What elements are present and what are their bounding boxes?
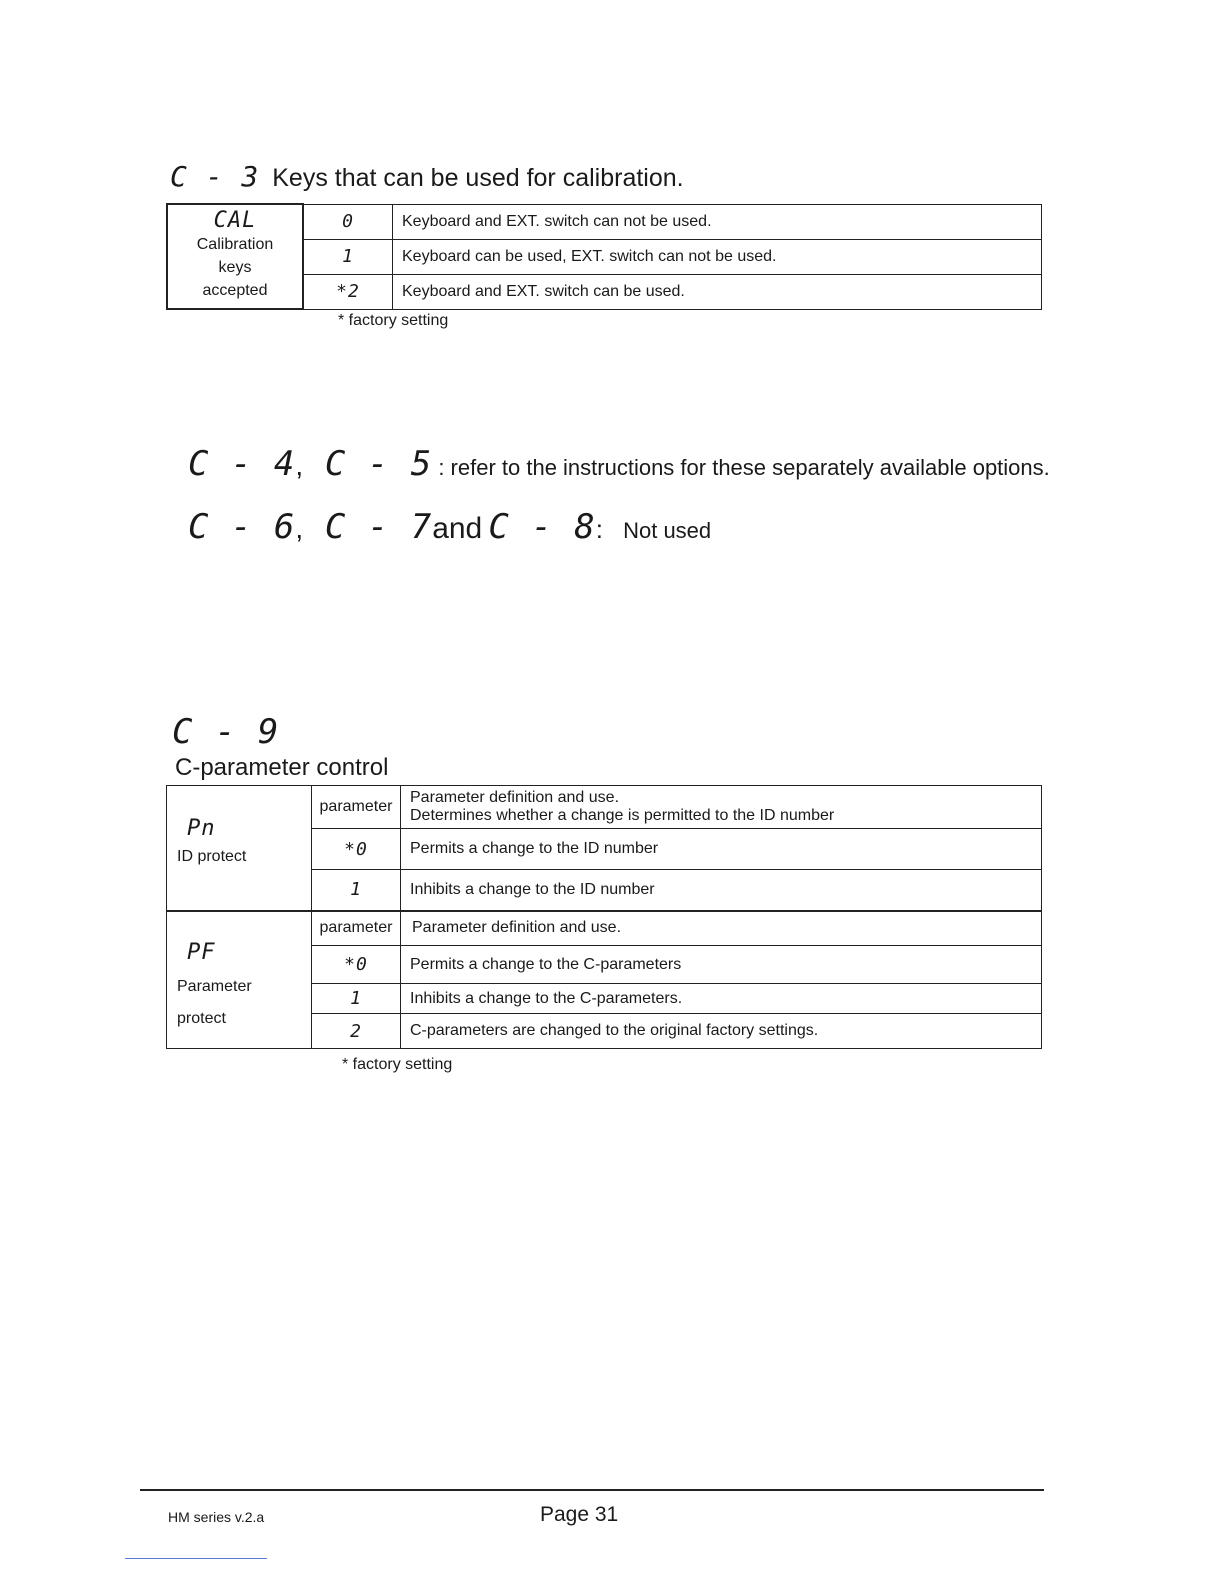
pf-row-0-desc: Permits a change to the C-parameters	[401, 946, 1042, 984]
c6-code: C - 6	[188, 507, 296, 547]
page-number: Page 31	[540, 1503, 619, 1526]
pf-header-code: parameter	[312, 911, 401, 946]
c3-row-2-code: *2	[303, 274, 393, 309]
c9-title: C-parameter control	[175, 754, 389, 781]
pf-label-line-2: protect	[177, 1009, 226, 1027]
pf-row-0-code: *0	[312, 946, 401, 984]
pn-row-0-desc: Permits a change to the ID number	[401, 829, 1042, 870]
pf-label-cell	[167, 911, 312, 1049]
c678-line: C - 6, C - 7and C - 8: Not used	[188, 507, 712, 547]
calibration-label-line-1: Calibration	[196, 236, 274, 253]
pn-header-code: parameter	[312, 786, 401, 829]
pf-row-2-desc: C-parameters are changed to the original factory settings.	[401, 1014, 1042, 1049]
c3-heading	[170, 160, 684, 193]
pn-row-1-desc: Inhibits a change to the ID number	[401, 870, 1042, 911]
c5-code: C - 5	[324, 444, 433, 484]
c-parameter-table	[166, 785, 1042, 1049]
c3-row-0-desc: Keyboard and EXT. switch can not be used.	[393, 204, 1042, 239]
calibration-keys-table	[166, 203, 1042, 310]
footer-series: HM series v.2.a	[168, 1509, 265, 1525]
c3-factory-note: * factory setting	[338, 312, 449, 329]
and-word: and	[432, 512, 483, 545]
calibration-label-line-3: accepted	[202, 282, 268, 299]
pn-label-cell	[167, 786, 312, 911]
c45-text: : refer to the instructions for these separately available options.	[438, 455, 1050, 480]
pf-code: PF	[187, 939, 216, 965]
c8-code: C - 8	[488, 507, 596, 547]
not-used-text: Not used	[623, 518, 712, 543]
pn-header-desc-line-2: Determines whether a change is permitted to the ID number	[410, 807, 835, 824]
cal-code: CAL	[213, 208, 257, 233]
pf-row-1-code: 1	[312, 984, 401, 1014]
pn-code: Pn	[187, 816, 216, 841]
c9-factory-note: * factory setting	[342, 1056, 453, 1073]
pn-header-desc-line-1: Parameter definition and use.	[410, 789, 620, 806]
pf-row-2-code: 2	[312, 1014, 401, 1049]
pn-row-1-code: 1	[312, 870, 401, 911]
pn-row-0-code: *0	[312, 829, 401, 870]
c3-row-0-code: 0	[303, 204, 393, 239]
calibration-label-cell	[167, 204, 303, 309]
c7-code: C - 7	[324, 507, 433, 547]
pf-label-line-1: Parameter	[177, 977, 252, 995]
c678-colon: :	[595, 514, 603, 544]
footer-rule	[140, 1489, 1044, 1491]
c3-row-1-desc: Keyboard can be used, EXT. switch can not be used.	[393, 239, 1042, 274]
c3-code: C - 3	[170, 160, 260, 193]
pf-row-1-desc: Inhibits a change to the C-parameters.	[401, 984, 1042, 1014]
c3-title: Keys that can be used for calibration.	[272, 164, 684, 192]
c9-code: C - 9	[172, 712, 280, 752]
calibration-label-line-2: keys	[218, 259, 252, 276]
pf-header-desc: Parameter definition and use.	[401, 911, 1042, 946]
pn-label-text: ID protect	[177, 848, 247, 865]
c45-line: C - 4, C - 5 : refer to the instructions for these separately available options.	[188, 444, 1050, 484]
blue-rule	[125, 1558, 267, 1559]
c3-row-2-desc: Keyboard and EXT. switch can be used.	[393, 274, 1042, 309]
c4-code: C - 4	[188, 444, 296, 484]
pn-header-desc	[401, 786, 1042, 829]
c3-row-1-code: 1	[303, 239, 393, 274]
